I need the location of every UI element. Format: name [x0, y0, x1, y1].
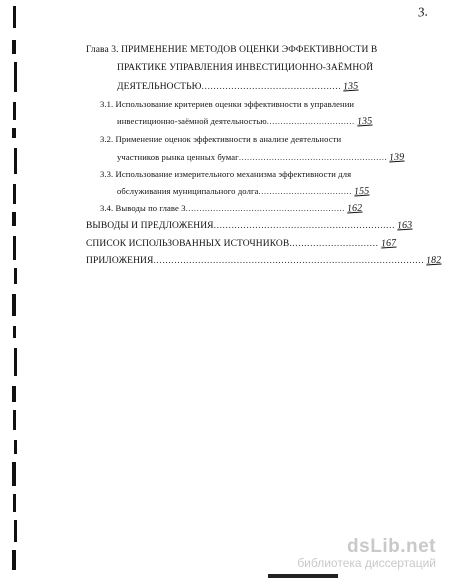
chapter3-title-line3: ДЕЯТЕЛЬНОСТЬЮ [117, 82, 202, 92]
page-number: 3. [417, 3, 429, 20]
section-3-2-line1: 3.2. Применение оценок эффективности в анализе деятельности [100, 134, 342, 144]
page-ref-3-3: 155 [353, 185, 370, 198]
section-3-3-line2: обслуживания муниципального долга [117, 186, 259, 196]
page-ref-appendix: 182 [425, 254, 442, 267]
toc-entry-3-1 [117, 116, 372, 127]
references-title: СПИСОК ИСПОЛЬЗОВАННЫХ ИСТОЧНИКОВ [86, 239, 290, 249]
section-3-1-line1: 3.1. Использование критериев оценки эффективности в управлении [100, 99, 355, 109]
toc-entry-conclusions [86, 220, 412, 232]
page-ref-chapter3: 135 [342, 80, 360, 93]
toc-entry-appendix [86, 255, 442, 267]
chapter3-title-line1: Глава 3. ПРИМЕНЕНИЕ МЕТОДОВ ОЦЕНКИ ЭФФЕКТИВНОСТИ В [86, 45, 378, 55]
toc-entry-3-3 [117, 186, 369, 197]
section-3-3-line1: 3.3. Использование измерительного механизма эффективности для [100, 169, 352, 179]
page-ref-3-4: 162 [346, 202, 363, 215]
leader-dots: ............................................................. [213, 221, 396, 231]
section-3-1-line2: инвестиционно-заёмной деятельностью [117, 116, 267, 126]
conclusions-title: ВЫВОДЫ И ПРЕДЛОЖЕНИЯ [86, 221, 214, 231]
watermark [297, 536, 436, 570]
toc-entry-references [86, 238, 396, 250]
page-ref-references: 167 [380, 237, 397, 250]
leader-dots: .................................. [258, 186, 352, 196]
section-3-4-title: 3.4. Выводы по главе 3 [100, 203, 186, 213]
section-3-2-line2: участников рынка ценных бумаг [117, 152, 239, 162]
leader-dots: .......................................................... [185, 203, 346, 213]
leader-dots: ............................................... [201, 82, 342, 92]
watermark-subtitle: библиотека диссертаций [297, 556, 436, 570]
page-ref-3-2: 139 [388, 151, 405, 164]
leader-dots: ........................................................................................... [153, 256, 425, 266]
leader-dots: .............................. [289, 239, 379, 249]
leader-dots: ................................ [266, 116, 355, 126]
chapter3-title-line2: ПРАКТИКЕ УПРАВЛЕНИЯ ИНВЕСТИЦИОННО-ЗАЁМНОЙ [117, 63, 374, 73]
toc-entry-chapter3 [117, 81, 359, 93]
watermark-logo: dsLib.net [347, 536, 436, 557]
leader-dots: ...................................................... [238, 152, 388, 162]
page-ref-3-1: 135 [356, 115, 373, 128]
appendix-title: ПРИЛОЖЕНИЯ [86, 256, 154, 266]
page-ref-conclusions: 163 [396, 219, 413, 232]
toc-entry-3-2 [117, 152, 405, 163]
toc-entry-3-4 [100, 203, 362, 214]
